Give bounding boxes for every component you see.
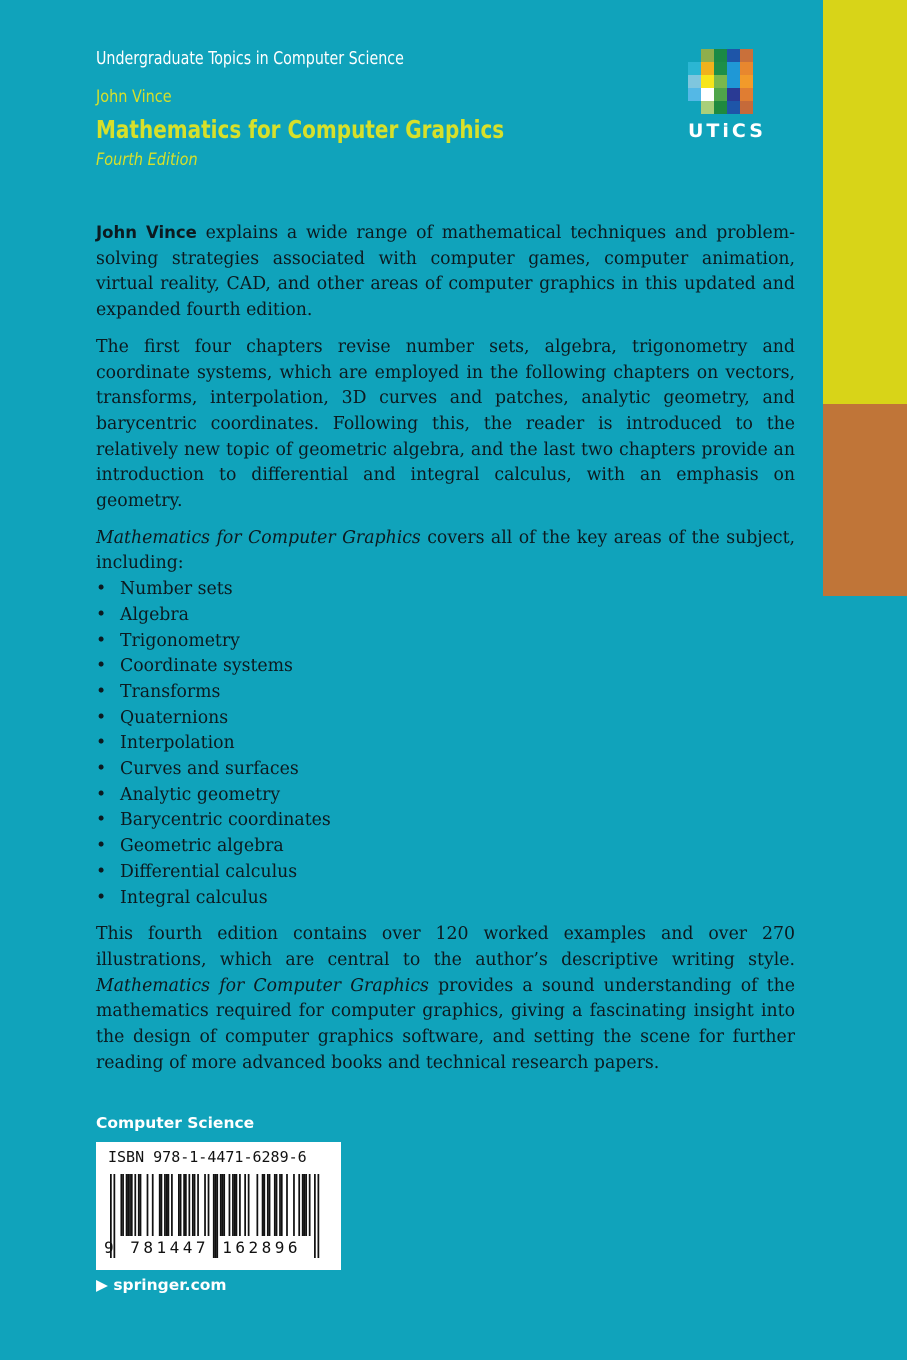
- barcode-bar: [232, 1174, 234, 1236]
- website[interactable]: springer.com: [113, 1276, 227, 1294]
- topic-item: • Geometric algebra: [96, 834, 795, 860]
- mosaic-tile: [701, 101, 714, 114]
- barcode-bar: [140, 1174, 142, 1236]
- barcode-bar: [318, 1174, 320, 1258]
- barcode-bar: [192, 1174, 194, 1236]
- paragraph-4: [96, 922, 795, 1076]
- mosaic-tile: [740, 75, 753, 88]
- mosaic-tile: [714, 62, 727, 75]
- edition: Fourth Edition: [96, 150, 198, 170]
- barcode-bar: [309, 1174, 311, 1236]
- mosaic-tile: [740, 101, 753, 114]
- text: provides a sound understanding of the mathematics required for computer graphics, giving a fascinating insight into the design of computer graphics software, and setting the scene for further reading of more advanced books and technical research papers.: [96, 975, 795, 1073]
- description: [96, 220, 795, 1088]
- barcode-bar: [248, 1174, 250, 1236]
- mosaic-tile: [727, 62, 740, 75]
- barcode-bar: [122, 1174, 124, 1236]
- series-name: Undergraduate Topics in Computer Science: [96, 48, 404, 69]
- topic-item: • Coordinate systems: [96, 654, 795, 680]
- mosaic-tile: [727, 75, 740, 88]
- mosaic-tile: [740, 88, 753, 101]
- barcode-bar: [286, 1174, 288, 1236]
- barcode-bar: [305, 1174, 307, 1236]
- barcode-bar: [178, 1174, 180, 1236]
- mosaic-tile: [727, 88, 740, 101]
- barcode-bar: [293, 1174, 295, 1236]
- title-italic: Mathematics for Computer Graphics: [96, 975, 429, 996]
- text: explains a wide range of mathematical techniques and problem-solving strategies associated with computer games, computer animation, virtual reality, CAD, and other areas of computer graphics in this updated and expanded fourth edition.: [96, 223, 795, 321]
- topic-item: • Curves and surfaces: [96, 757, 795, 783]
- topic-item: • Analytic geometry: [96, 783, 795, 809]
- barcode-bar: [138, 1174, 140, 1236]
- utics-logo: [688, 49, 766, 142]
- barcode-bar: [120, 1174, 122, 1236]
- barcode-bar: [244, 1174, 246, 1236]
- barcode-bar: [183, 1174, 185, 1236]
- barcode-digits: 9 781447 162896: [104, 1238, 301, 1257]
- text: covers all of the key areas of the subject, including:: [96, 527, 796, 574]
- author-bold: John Vince: [96, 223, 197, 242]
- topic-item: • Differential calculus: [96, 860, 795, 886]
- mosaic-tile: [688, 75, 701, 88]
- barcode-bar: [262, 1174, 264, 1236]
- barcode-bar: [276, 1174, 278, 1236]
- topic-item: • Number sets: [96, 577, 795, 603]
- barcode-bar: [204, 1174, 206, 1236]
- barcode-bar: [223, 1174, 225, 1236]
- barcode-bar: [239, 1174, 241, 1236]
- logo-label: UTiCS: [688, 120, 766, 142]
- barcode-bar: [281, 1174, 283, 1236]
- mosaic-tile: [714, 75, 727, 88]
- paragraph-1: [96, 220, 795, 324]
- barcode-bar: [274, 1174, 276, 1236]
- mosaic-tile: [701, 62, 714, 75]
- utics-mosaic-icon: [688, 49, 766, 114]
- barcode-bar: [188, 1174, 190, 1236]
- barcode-bar: [298, 1174, 300, 1236]
- barcode-bar: [194, 1174, 196, 1236]
- barcode-bar: [236, 1174, 238, 1236]
- paragraph-3: [96, 526, 795, 577]
- topic-item: • Trigonometry: [96, 629, 795, 655]
- topic-item: • Transforms: [96, 680, 795, 706]
- topic-list: [96, 577, 795, 911]
- barcode-bar: [129, 1174, 131, 1236]
- barcode-bar: [161, 1174, 163, 1236]
- mosaic-tile: [688, 101, 701, 114]
- barcode-bar: [197, 1174, 199, 1236]
- barcode-bar: [134, 1174, 136, 1236]
- topic-item: • Algebra: [96, 603, 795, 629]
- barcode-bar: [222, 1174, 224, 1236]
- barcode-bar: [314, 1174, 316, 1258]
- barcode-bar: [171, 1174, 173, 1236]
- mosaic-tile: [727, 101, 740, 114]
- barcode-bar: [152, 1174, 154, 1236]
- barcode-bar: [229, 1174, 231, 1236]
- mosaic-tile: [740, 49, 753, 62]
- text: This fourth edition contains over 120 worked examples and over 270 illustrations, which are central to the author’s descriptive writing style.: [96, 924, 795, 970]
- barcode-bar: [127, 1174, 129, 1236]
- barcode-bar: [131, 1174, 133, 1236]
- title-italic: Mathematics for Computer Graphics: [96, 527, 421, 548]
- mosaic-tile: [701, 49, 714, 62]
- topic-item: • Integral calculus: [96, 886, 795, 912]
- barcode-bar: [180, 1174, 182, 1236]
- barcode-bar: [168, 1174, 170, 1236]
- mosaic-tile: [688, 88, 701, 101]
- barcode-bar: [185, 1174, 187, 1236]
- barcode-bar: [256, 1174, 258, 1236]
- orange-stripe: [823, 404, 907, 596]
- mosaic-tile: [714, 101, 727, 114]
- barcode-bar: [147, 1174, 149, 1236]
- barcode-bar: [126, 1174, 128, 1236]
- mosaic-tile: [688, 62, 701, 75]
- springer-link[interactable]: ▶ springer.com: [96, 1276, 227, 1294]
- mosaic-tile: [701, 75, 714, 88]
- yellow-stripe: [823, 0, 907, 404]
- category: Computer Science: [96, 1114, 255, 1132]
- barcode-bar: [267, 1174, 269, 1236]
- barcode-bar: [220, 1174, 222, 1236]
- barcode-bar: [304, 1174, 306, 1236]
- barcode-bar: [164, 1174, 166, 1236]
- book-title: Mathematics for Computer Graphics: [96, 115, 505, 144]
- mosaic-tile: [740, 62, 753, 75]
- barcode-bar: [263, 1174, 265, 1236]
- mosaic-tile: [688, 49, 701, 62]
- topic-item: • Quaternions: [96, 706, 795, 732]
- barcode-box: [96, 1142, 341, 1270]
- barcode-bar: [302, 1174, 304, 1236]
- mosaic-tile: [701, 88, 714, 101]
- mosaic-tile: [714, 49, 727, 62]
- mosaic-tile: [727, 49, 740, 62]
- mosaic-tile: [714, 88, 727, 101]
- topic-item: • Barycentric coordinates: [96, 808, 795, 834]
- author-name: John Vince: [96, 87, 172, 107]
- barcode-bar: [279, 1174, 281, 1236]
- barcode-bar: [166, 1174, 168, 1236]
- barcode-bar: [159, 1174, 161, 1236]
- barcode-bar: [208, 1174, 210, 1236]
- barcode-bar: [269, 1174, 271, 1236]
- isbn: ISBN 978-1-4471-6289-6: [108, 1148, 307, 1166]
- barcode-bar: [234, 1174, 236, 1236]
- topic-item: • Interpolation: [96, 731, 795, 757]
- paragraph-2: The first four chapters revise number sets, algebra, trigonometry and coordinate systems, which are employed in the following chapters on vectors, transforms, interpolation, 3D curves and patches, analytic geometry, and barycentric coordinates. Following this, the reader is introduced to the relatively new topic of geometric algebra, and the last two chapters provide an introduction to differential and integral calculus, with an emphasis on geometry.: [96, 336, 795, 512]
